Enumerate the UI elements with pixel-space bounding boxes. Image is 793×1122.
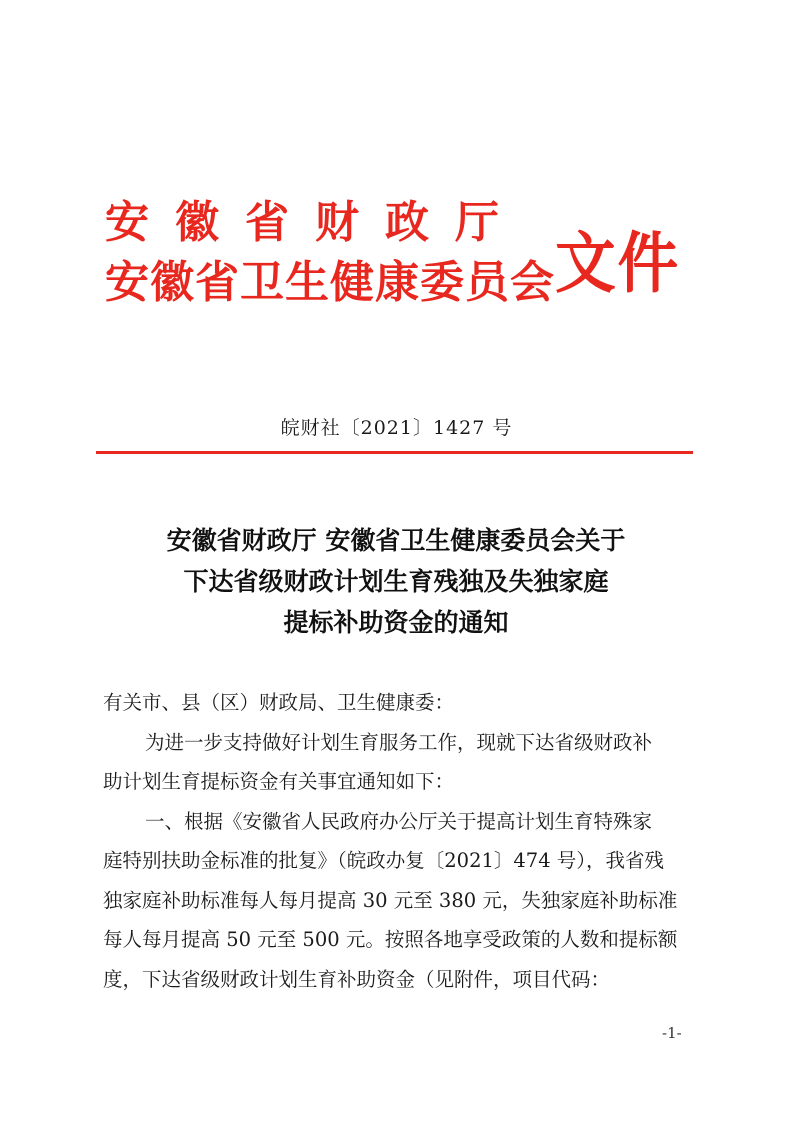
- salutation: 有关市、县（区）财政局、卫生健康委：: [103, 691, 455, 714]
- header-divider: [96, 451, 693, 454]
- paragraph-1-line-1: 为进一步支持做好计划生育服务工作，现就下达省级财政补: [145, 730, 653, 754]
- paragraph-2-line-3: 独家庭补助标准每人每月提高 30 元至 380 元，失独家庭补助标准: [103, 888, 678, 912]
- document-body: [103, 683, 695, 999]
- paragraph-2-line-1: 一、根据《安徽省人民政府办公厅关于提高计划生育特殊家: [145, 809, 653, 833]
- page-number: -1-: [662, 1024, 682, 1042]
- title-line-3: 提标补助资金的通知: [283, 608, 509, 637]
- issuer-name-health-commission: 安徽省卫生健康委员会: [105, 257, 555, 308]
- document-type-label: 文件: [555, 224, 681, 302]
- title-line-1: 安徽省财政厅 安徽省卫生健康委员会关于: [166, 526, 626, 555]
- document-header: [105, 180, 705, 320]
- title-line-2: 下达省级财政计划生育残独及失独家庭: [183, 567, 609, 596]
- paragraph-2-line-2: 庭特别扶助金标准的批复》（皖政办复〔2021〕474 号），我省残: [103, 849, 665, 872]
- paragraph-2-line-5: 度，下达省级财政计划生育补助资金（见附件，项目代码：: [103, 967, 611, 991]
- document-number: 皖财社〔2021〕1427 号: [280, 417, 513, 439]
- document-title: [96, 520, 696, 643]
- issuer-name-finance-dept: 安徽省财政厅: [105, 197, 525, 248]
- paragraph-1-line-2: 助计划生育提标资金有关事宜通知如下：: [103, 770, 455, 793]
- paragraph-2-line-4: 每人每月提高 50 元至 500 元。按照各地享受政策的人数和提标额: [103, 928, 678, 951]
